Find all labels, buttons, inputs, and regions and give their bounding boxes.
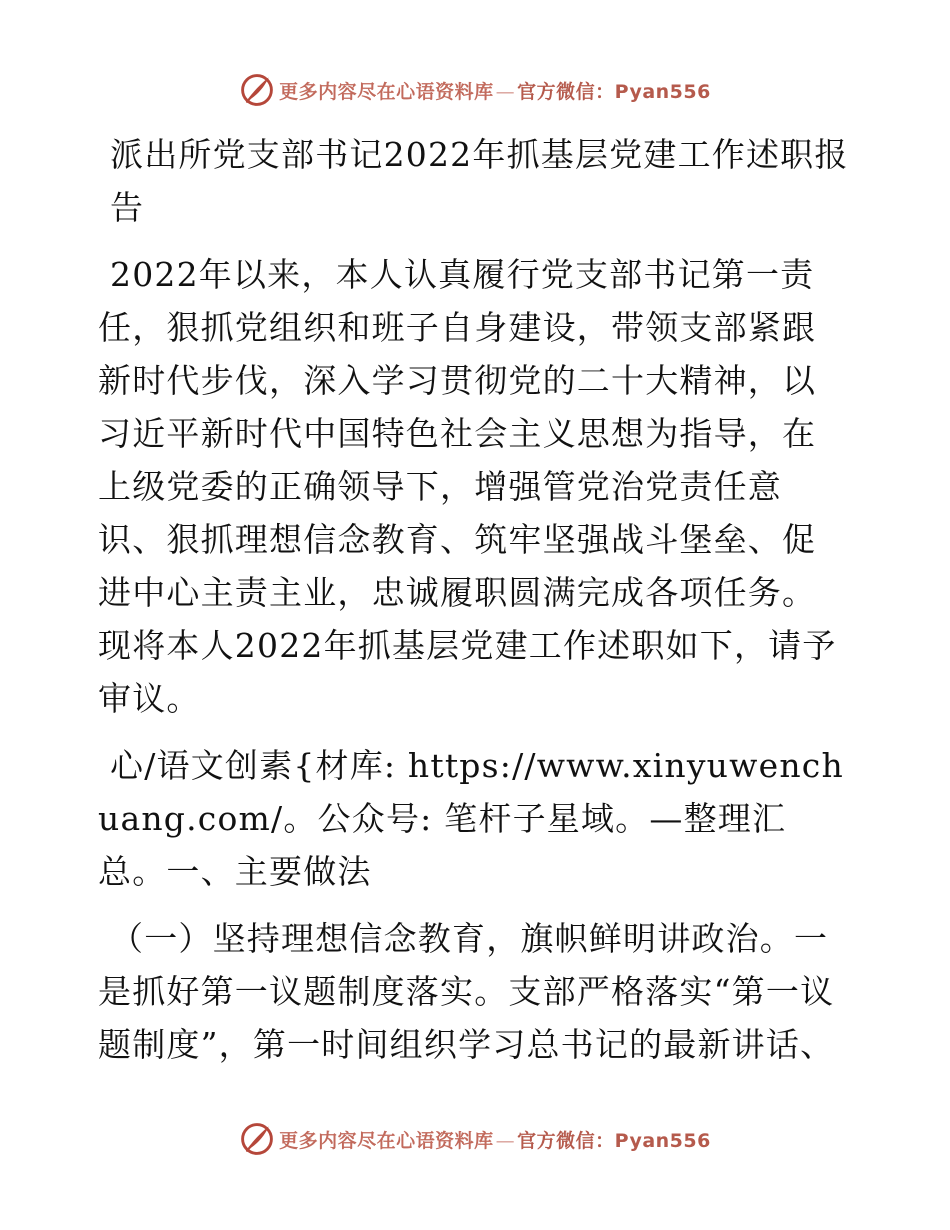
watermark-separator: — [495, 1129, 516, 1152]
header-watermark-banner [0, 70, 950, 110]
watermark-wechat-text: 官方微信：Pyan556 [517, 80, 711, 103]
document-title: 派出所党支部书记2022年抓基层党建工作述职报告 [110, 135, 849, 227]
watermark-separator: — [495, 80, 516, 103]
body-paragraph-section-one: （一）坚持理想信念教育，旗帜鲜明讲政治。一是抓好第一议题制度落实。支部严格落实“第一议题制度”，第一时间组织学习总书记的最新讲话、 [98, 919, 835, 1064]
body-paragraph-source-note: 心/语文创素{材库: https://www.xinyuwenchuang.com/。公众号: 笔杆子星域。—整理汇总。一、主要做法 [98, 746, 844, 891]
document-body [98, 128, 850, 1071]
body-paragraph-intro: 2022年以来，本人认真履行党支部书记第一责任，狠抓党组织和班子自身建设，带领支部紧跟新时代步伐，深入学习贯彻党的二十大精神，以习近平新时代中国特色社会主义思想为指导，在上级党委的正确领导下，增强管党治党责任意识、狠抓理想信念教育、筑牢坚强战斗堡垒、促进中心主责主业，忠诚履职圆满完成各项任务。现将本人2022年抓基层党建工作述职如下，请予审议。 [98, 255, 837, 718]
quill-pen-logo-icon [239, 72, 275, 108]
quill-pen-logo-icon [239, 1121, 275, 1157]
watermark-main-text: 更多内容尽在心语资料库 [279, 1129, 494, 1152]
watermark-wechat-text: 官方微信：Pyan556 [517, 1129, 711, 1152]
watermark-main-text: 更多内容尽在心语资料库 [279, 80, 494, 103]
footer-watermark-banner [0, 1119, 950, 1159]
